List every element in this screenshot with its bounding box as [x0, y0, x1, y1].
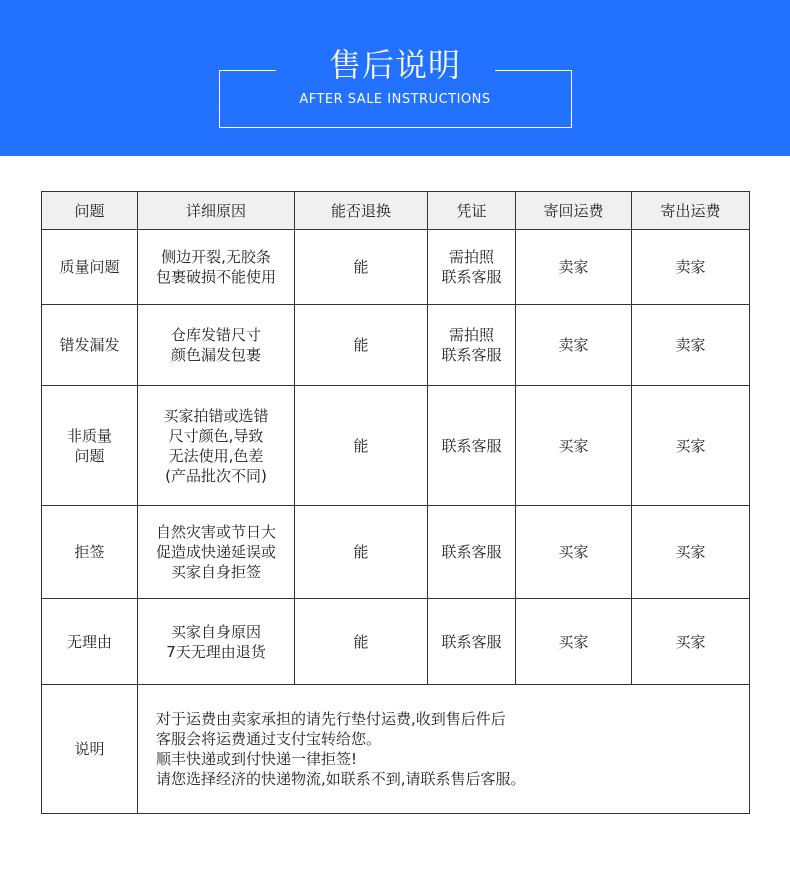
returnable-cell: [295, 599, 428, 685]
note-cell-line: 顺丰快递或到付快递一律拒签!: [156, 750, 358, 768]
send-fee-cell-line: 卖家: [675, 336, 706, 354]
table-row: [42, 386, 750, 506]
column-header: 详细原因: [138, 192, 295, 230]
proof-cell-line: 需拍照: [448, 326, 494, 344]
return-fee-cell: [516, 386, 632, 506]
returnable-cell-line: 能: [353, 436, 369, 455]
reason-cell: [138, 386, 295, 506]
column-header: 寄出运费: [632, 192, 750, 230]
proof-cell: [428, 386, 516, 506]
proof-cell-line: 联系客服: [441, 632, 502, 651]
proof-cell: [428, 305, 516, 386]
issue-cell: [42, 599, 138, 685]
reason-cell: [138, 599, 295, 685]
send-fee-cell: [632, 305, 750, 386]
reason-cell-line: 无法使用,色差: [168, 446, 264, 465]
returnable-cell-line: 能: [353, 543, 369, 561]
issue-cell-line: 问题: [74, 446, 105, 465]
reason-cell-line: 买家拍错或选错: [163, 406, 269, 425]
reason-cell-line: 7天无理由退货: [166, 642, 266, 661]
returnable-cell: [295, 305, 428, 386]
proof-cell: [428, 506, 516, 599]
note-row: [42, 685, 750, 814]
send-fee-cell-line: 卖家: [675, 258, 706, 276]
return-fee-cell-line: 卖家: [558, 336, 589, 354]
reason-cell: [138, 230, 295, 305]
send-fee-cell-line: 买家: [675, 543, 706, 561]
table-row: [42, 599, 750, 685]
returnable-cell-line: 能: [353, 258, 369, 276]
issue-cell-line: 错发漏发: [59, 336, 120, 354]
note-cell: [138, 685, 750, 814]
reason-cell-line: 买家自身拒签: [170, 563, 261, 581]
return-fee-cell-line: 买家: [558, 436, 589, 455]
proof-cell-line: 联系客服: [441, 268, 502, 286]
reason-cell: [138, 506, 295, 599]
column-header: 能否退换: [295, 192, 428, 230]
issue-cell-line: 拒签: [74, 543, 105, 561]
table-row: [42, 230, 750, 305]
return-fee-cell-line: 买家: [558, 543, 589, 561]
return-fee-cell: [516, 599, 632, 685]
returnable-cell: [295, 506, 428, 599]
page-title: 售后说明: [328, 46, 461, 84]
send-fee-cell-line: 买家: [675, 632, 706, 651]
issue-cell: [42, 305, 138, 386]
proof-cell: [428, 230, 516, 305]
return-fee-cell: [516, 230, 632, 305]
reason-cell-line: 尺寸颜色,导致: [168, 426, 264, 445]
reason-cell: [138, 305, 295, 386]
returnable-cell: [295, 230, 428, 305]
returnable-cell-line: 能: [353, 632, 369, 651]
reason-cell-line: 自然灾害或节日大: [155, 523, 276, 541]
page-subtitle: AFTER SALE INSTRUCTIONS: [299, 92, 491, 107]
note-cell-line: 请您选择经济的快递物流,如联系不到,请联系售后客服。: [156, 770, 526, 788]
issue-cell: [42, 506, 138, 599]
send-fee-cell: [632, 386, 750, 506]
reason-cell-line: 颜色漏发包裹: [170, 346, 261, 364]
return-fee-cell: [516, 305, 632, 386]
note-label-line: 说明: [74, 740, 105, 758]
proof-cell-line: 联系客服: [441, 543, 502, 561]
note-label: [42, 685, 138, 814]
return-fee-cell-line: 卖家: [558, 258, 589, 276]
send-fee-cell-line: 买家: [675, 436, 706, 455]
issue-cell: [42, 230, 138, 305]
proof-cell: [428, 599, 516, 685]
send-fee-cell: [632, 230, 750, 305]
column-header: 凭证: [428, 192, 516, 230]
issue-cell: [42, 386, 138, 506]
issue-cell-line: 非质量: [66, 426, 112, 445]
reason-cell-line: 包裹破损不能使用: [155, 268, 276, 286]
header-banner: [0, 0, 790, 156]
column-header: 问题: [42, 192, 138, 230]
table-row: [42, 506, 750, 599]
note-cell-line: 对于运费由卖家承担的请先行垫付运费,收到售后件后: [156, 710, 506, 728]
table-header-row: [42, 192, 750, 230]
returnable-cell-line: 能: [353, 336, 369, 354]
column-header: 寄回运费: [516, 192, 632, 230]
return-fee-cell-line: 买家: [558, 632, 589, 651]
return-fee-cell: [516, 506, 632, 599]
reason-cell-line: (产品批次不同): [165, 466, 267, 485]
proof-cell-line: 需拍照: [448, 248, 494, 266]
issue-cell-line: 无理由: [66, 632, 112, 651]
reason-cell-line: 买家自身原因: [170, 622, 261, 641]
reason-cell-line: 促造成快递延误或: [155, 543, 276, 561]
proof-cell-line: 联系客服: [441, 346, 502, 364]
after-sale-table: [41, 191, 750, 814]
table-row: [42, 305, 750, 386]
note-cell-line: 客服会将运费通过支付宝转给您。: [156, 730, 382, 748]
reason-cell-line: 侧边开裂,无胶条: [161, 248, 271, 266]
reason-cell-line: 仓库发错尺寸: [170, 326, 261, 344]
issue-cell-line: 质量问题: [59, 258, 120, 276]
returnable-cell: [295, 386, 428, 506]
send-fee-cell: [632, 599, 750, 685]
send-fee-cell: [632, 506, 750, 599]
proof-cell-line: 联系客服: [441, 436, 502, 455]
